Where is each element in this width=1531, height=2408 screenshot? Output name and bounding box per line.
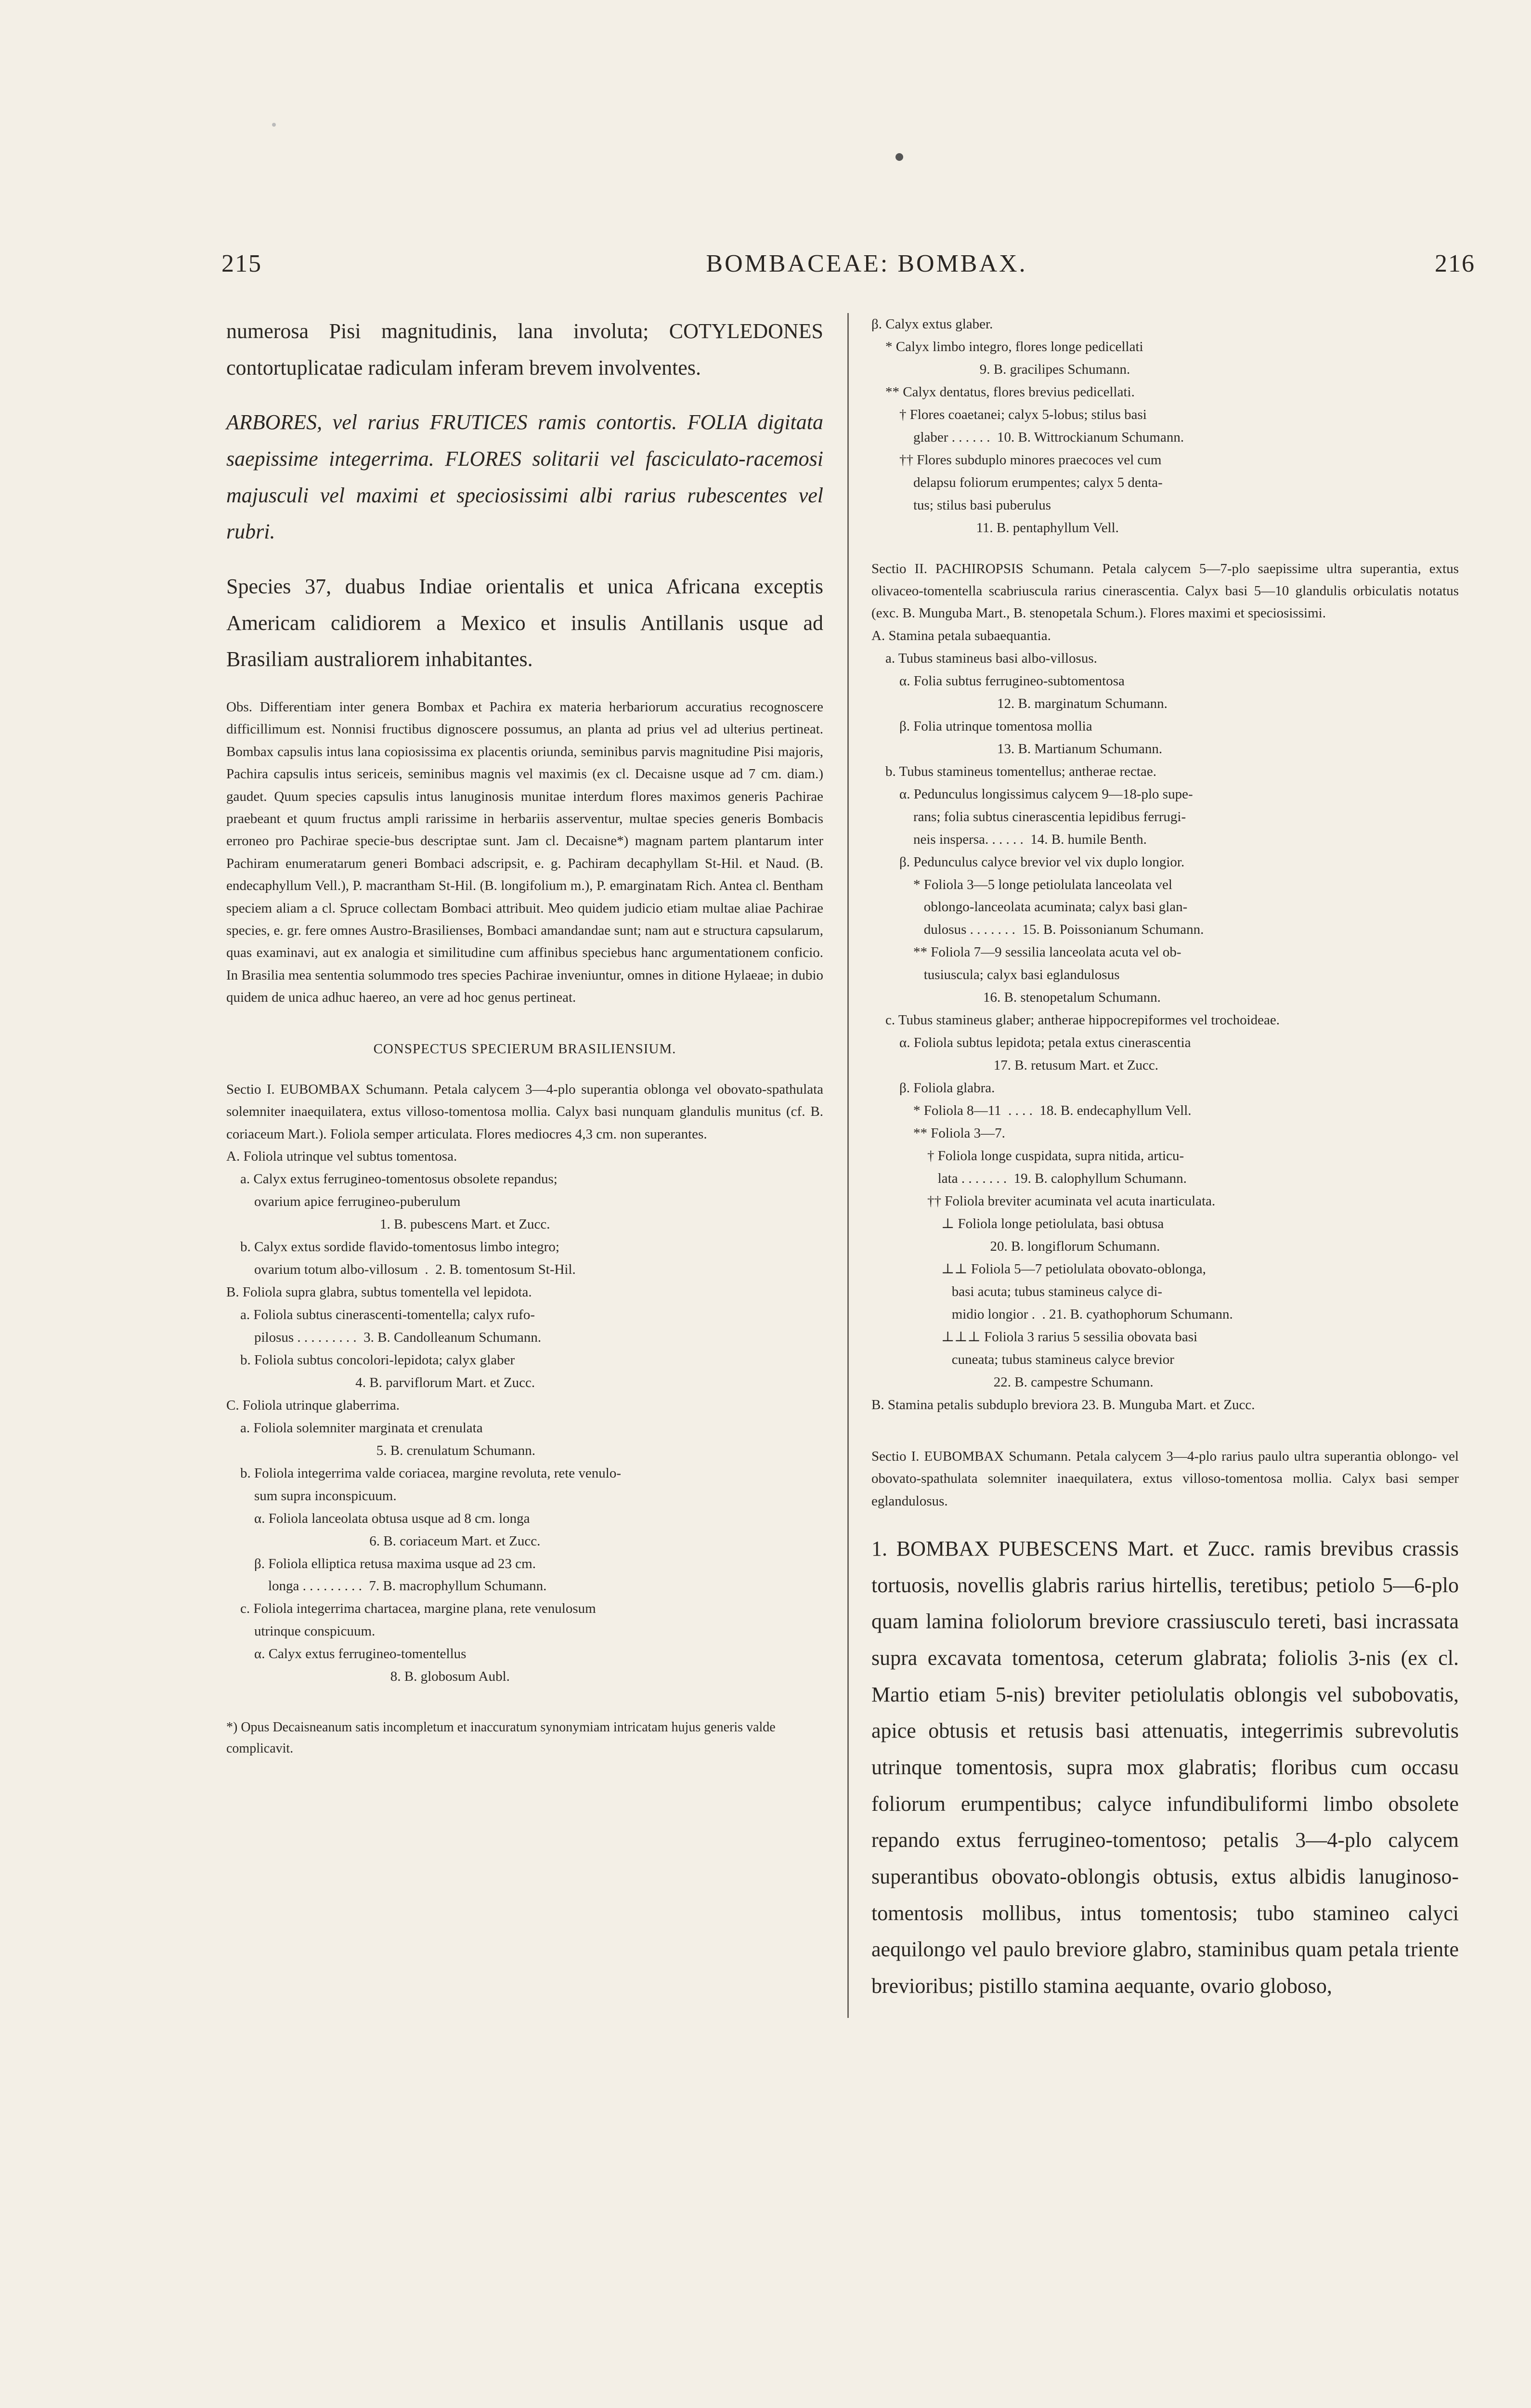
key-line: α. Calyx extus ferrugineo-tomentellus (226, 1646, 467, 1662)
key-line: 22. B. campestre Schumann. (871, 1374, 1154, 1390)
key-line: * Calyx limbo integro, flores longe pedicellati (871, 339, 1143, 354)
key-line: ⊥⊥⊥ Foliola 3 rarius 5 sessilia obovata basi (871, 1329, 1198, 1345)
key-line: β. Pedunculus calyce brevior vel vix duplo longior. (871, 854, 1185, 870)
key-line: 12. B. marginatum Schumann. (871, 695, 1168, 711)
running-head: BOMBACEAE: BOMBAX. (706, 250, 1027, 277)
key-line: C. Foliola utrinque glaberrima. (226, 1397, 400, 1413)
footnote: *) Opus Decaisneanum satis incompletum et inaccuratum synonymiam intricatam hujus generis valde complicavit. (226, 1720, 776, 1756)
paper-speck (895, 153, 903, 161)
key-line: a. Foliola solemniter marginata et crenulata (226, 1420, 483, 1436)
key-line: b. Calyx extus sordide flavido-tomentosus limbo integro; (226, 1239, 559, 1255)
key-line: tus; stilus basi puberulus (871, 497, 1051, 513)
key-line: oblongo-lanceolata acuminata; calyx basi glan- (871, 899, 1188, 915)
key-line: β. Calyx extus glaber. (871, 316, 993, 332)
key-line: α. Pedunculus longissimus calycem 9—18-plo supe- (871, 786, 1193, 802)
key-line: B. Foliola supra glabra, subtus tomentella vel lepidota. (226, 1284, 532, 1300)
key-line: ** Foliola 3—7. (871, 1125, 1005, 1141)
key-line: 11. B. pentaphyllum Vell. (871, 520, 1119, 536)
key-line: 5. B. crenulatum Schumann. (226, 1442, 535, 1458)
key-line: 8. B. globosum Aubl. (226, 1669, 510, 1685)
key-line: sum supra inconspicuum. (226, 1488, 397, 1504)
key-line: 16. B. stenopetalum Schumann. (871, 990, 1161, 1006)
page-number-left: 215 (221, 250, 262, 277)
species-key (871, 625, 1459, 1416)
key-line: ovarium totum albo-villosum . 2. B. tomentosum St-Hil. (226, 1261, 576, 1277)
key-line: * Foliola 8—11 . . . . 18. B. endecaphyllum Vell. (871, 1103, 1192, 1119)
key-line: longa . . . . . . . . . 7. B. macrophyllum Schumann. (226, 1578, 547, 1594)
conspectus-title: CONSPECTUS SPECIERUM BRASILIENSIUM. (373, 1041, 676, 1057)
key-line: tusiuscula; calyx basi eglandulosus (871, 967, 1120, 983)
species-key (226, 1145, 823, 1688)
key-line: α. Folia subtus ferrugineo-subtomentosa (871, 673, 1125, 689)
key-line: A. Foliola utrinque vel subtus tomentosa. (226, 1149, 457, 1165)
species-key (871, 313, 1459, 539)
key-line: A. Stamina petala subaequantia. (871, 628, 1051, 643)
key-line: basi acuta; tubus stamineus calyce di- (871, 1283, 1163, 1299)
section-description: Sectio I. EUBOMBAX Schumann. Petala calycem 3—4-plo rarius paulo ultra superantia oblongo- vel obovato-spathulata solemniter inaequilatera, extus villoso-tomentosa mollia. Calyx basi semper eglandulosus. (871, 1448, 1459, 1509)
key-line: β. Foliola elliptica retusa maxima usque ad 23 cm. (226, 1556, 536, 1571)
key-line: † Foliola longe cuspidata, supra nitida, articu- (871, 1148, 1184, 1164)
key-line: b. Foliola integerrima valde coriacea, margine revoluta, rete venulo- (226, 1465, 622, 1481)
key-line: a. Foliola subtus cinerascenti-tomentella; calyx rufo- (226, 1307, 535, 1322)
section-description: Sectio II. PACHIROPSIS Schumann. Petala calycem 5—7-plo saepissime ultra superantia, extus olivaceo-tomentella scabriuscula rarius cinerascentia. Calyx basi 5—10 glandulis orbiculatis notatus (exc. B. Munguba Mart., B. stenopetala Schum.). Flores maximi et speciosissimi. (871, 561, 1459, 621)
key-line: a. Calyx extus ferrugineo-tomentosus obsolete repandus; (226, 1171, 558, 1187)
key-line: lata . . . . . . . 19. B. calophyllum Schumann. (871, 1171, 1187, 1187)
key-line: ⊥⊥ Foliola 5—7 petiolulata obovato-oblonga, (871, 1261, 1206, 1277)
key-line: α. Foliola lanceolata obtusa usque ad 8 cm. longa (226, 1510, 530, 1526)
key-line: cuneata; tubus stamineus calyce brevior (871, 1351, 1174, 1367)
key-line: ** Calyx dentatus, flores brevius pedicellati. (871, 384, 1135, 400)
key-line: c. Tubus stamineus glaber; antherae hippocrepiformes vel trochoideae. (871, 1012, 1280, 1028)
key-line: delapsu foliorum erumpentes; calyx 5 denta- (871, 474, 1163, 490)
section-description: Sectio I. EUBOMBAX Schumann. Petala calycem 3—4-plo superantia oblonga vel obovato-spathulata solemniter inaequilatera, extus villoso-tomentosa mollia. Calyx basi nunquam glandulis munitus (cf. B. coriaceum Mart.). Foliola semper articulata. Flores mediocres 4,3 cm. non superantes. (226, 1081, 823, 1142)
key-line: 17. B. retusum Mart. et Zucc. (871, 1058, 1159, 1073)
key-line: ovarium apice ferrugineo-puberulum (226, 1194, 461, 1210)
key-line: 4. B. parviflorum Mart. et Zucc. (226, 1374, 535, 1390)
key-line: 13. B. Martianum Schumann. (871, 741, 1163, 757)
key-line: 6. B. coriaceum Mart. et Zucc. (226, 1533, 541, 1549)
key-line: pilosus . . . . . . . . . 3. B. Candolleanum Schumann. (226, 1329, 542, 1345)
key-line: †† Flores subduplo minores praecoces vel cum (871, 452, 1162, 468)
key-line: 1. B. pubescens Mart. et Zucc. (226, 1216, 550, 1232)
column-divider (847, 313, 849, 2018)
key-line: β. Foliola glabra. (871, 1080, 995, 1096)
key-line: β. Folia utrinque tomentosa mollia (871, 718, 1092, 734)
key-line: ** Foliola 7—9 sessilia lanceolata acuta vel ob- (871, 944, 1181, 960)
key-line: glaber . . . . . . 10. B. Wittrockianum Schumann. (871, 429, 1184, 445)
key-line: ⊥ Foliola longe petiolulata, basi obtusa (871, 1216, 1164, 1232)
key-line: rans; folia subtus cinerascentia lepidibus ferrugi- (871, 809, 1186, 824)
observation-paragraph: Obs. Differentiam inter genera Bombax et Pachira ex materia herbariorum accuratius recognoscere difficillimum est. Nonnisi fructibus dignoscere possumus, an planta ad prius vel ad ulterius pertineat. Bombax capsulis intus lana copiosissima ex placentis oriunda, seminibus parvis magnitudine Pisi majoris, Pachira capsulis intus sericeis, seminibus magnis vel maximis (ex cl. Decaisne usque ad 7 cm. diam.) gaudet. Quum species capsulis intus lanuginosis munitae interdum flores maximos generis Pachirae praebeant et quum fructus ampli rarissime in herbariis asserventur, multae species generis Bombacis erroneo pro Pachirae specie-bus descriptae sunt. Jam cl. Decaisne*) magnam partem plantarum inter Pachiram enumeratarum generi Bombaci adscripsit, e. g. Pachiram decaphyllam St-Hil. et Naud. (B. endecaphyllum Vell.), P. macrantham St-Hil. (B. longifolium m.), P. emarginatam Rich. Antea cl. Bentham speciem aliam a cl. Spruce collectam Bombaci attribuit. Meo quidem judicio etiam multae aliae Pachirae species, e. gr. fere omnes Austro-Brasilienses, Bombaci amandandae sunt; nam aut e structura capsularum, quas examinavi, aut ex analogia et similitudine cum affinibus speciebus hanc argumentationem conficio. In Brasilia mea sententia solummodo tres species Pachirae inveniuntur, omnes in ditione Hylaeae; in dubio quidem de unica adhuc haereo, an vere ad hoc genus pertineat. (226, 699, 823, 1006)
key-line: neis inspersa. . . . . . 14. B. humile Benth. (871, 831, 1147, 847)
intro-paragraph: numerosa Pisi magnitudinis, lana involuta; COTYLEDONES contortuplicatae radiculam inferam brevem involventes. (226, 319, 823, 380)
key-line: α. Foliola subtus lepidota; petala extus cinerascentia (871, 1035, 1191, 1051)
key-line: b. Foliola subtus concolori-lepidota; calyx glaber (226, 1352, 515, 1368)
key-line: a. Tubus stamineus basi albo-villosus. (871, 650, 1097, 666)
key-line: 20. B. longiflorum Schumann. (871, 1239, 1160, 1255)
paper-speck (272, 123, 276, 127)
page-number-right: 216 (1435, 250, 1475, 277)
key-line: dulosus . . . . . . . 15. B. Poissonianum Schumann. (871, 922, 1204, 938)
key-line: † Flores coaetanei; calyx 5-lobus; stilus basi (871, 406, 1147, 422)
key-line: B. Stamina petalis subduplo breviora 23. B. Munguba Mart. et Zucc. (871, 1397, 1255, 1413)
key-line: utrinque conspicuum. (226, 1623, 376, 1639)
key-line: * Foliola 3—5 longe petiolulata lanceolata vel (871, 877, 1172, 892)
species-description: 1. BOMBAX PUBESCENS Mart. et Zucc. ramis brevibus crassis tortuosis, novellis glabris rarius hirtellis, teretibus; petiolo 5—6-plo quam lamina foliolorum breviore crassiusculo tereti, basi incrassata supra excavata tomentosa, ceterum glabrata; foliolis 3-nis (ex cl. Martio etiam 5-nis) breviter petiolulatis oblongis vel subobovatis, apice obtusis et retusis basi attenuatis, integerrimis subrevolutis utrinque tomentosis, supra mox glabratis; floribus cum occasu foliorum erumpentibus; calyce infundibuliformi limbo obsolete repando extus ferrugineo-tomentoso; petalis 3—4-plo calycem superantibus obovato-oblongis obtusis, extus albidis lanuginoso-tomentosis mollibus, intus tomentosis; tubo stamineo calyci aequilongo vel paulo breviore glabro, staminibus quam petala triente brevioribus; pistillo stamina aequante, ovario globoso, (871, 1536, 1459, 1998)
key-line: midio longior . . 21. B. cyathophorum Schumann. (871, 1306, 1233, 1322)
right-column (871, 313, 1459, 2004)
left-column (226, 313, 823, 1759)
intro-paragraph: Species 37, duabus Indiae orientalis et unica Africana exceptis Americam calidiorem a Mexico et insulis Antillanis usque ad Brasiliam australiorem inhabitantes. (226, 575, 823, 671)
key-line: 9. B. gracilipes Schumann. (871, 361, 1130, 377)
key-line: c. Foliola integerrima chartacea, margine plana, rete venulosum (226, 1601, 596, 1617)
key-line: †† Foliola breviter acuminata vel acuta inarticulata. (871, 1193, 1216, 1209)
intro-paragraph: ARBORES, vel rarius FRUTICES ramis contortis. FOLIA digitata saepissime integerrima. FLORES solitarii vel fasciculato-racemosi majusculi vel maximi et speciosissimi albi rarius rubescentes vel rubri. (226, 410, 823, 544)
key-line: b. Tubus stamineus tomentellus; antherae rectae. (871, 763, 1156, 779)
